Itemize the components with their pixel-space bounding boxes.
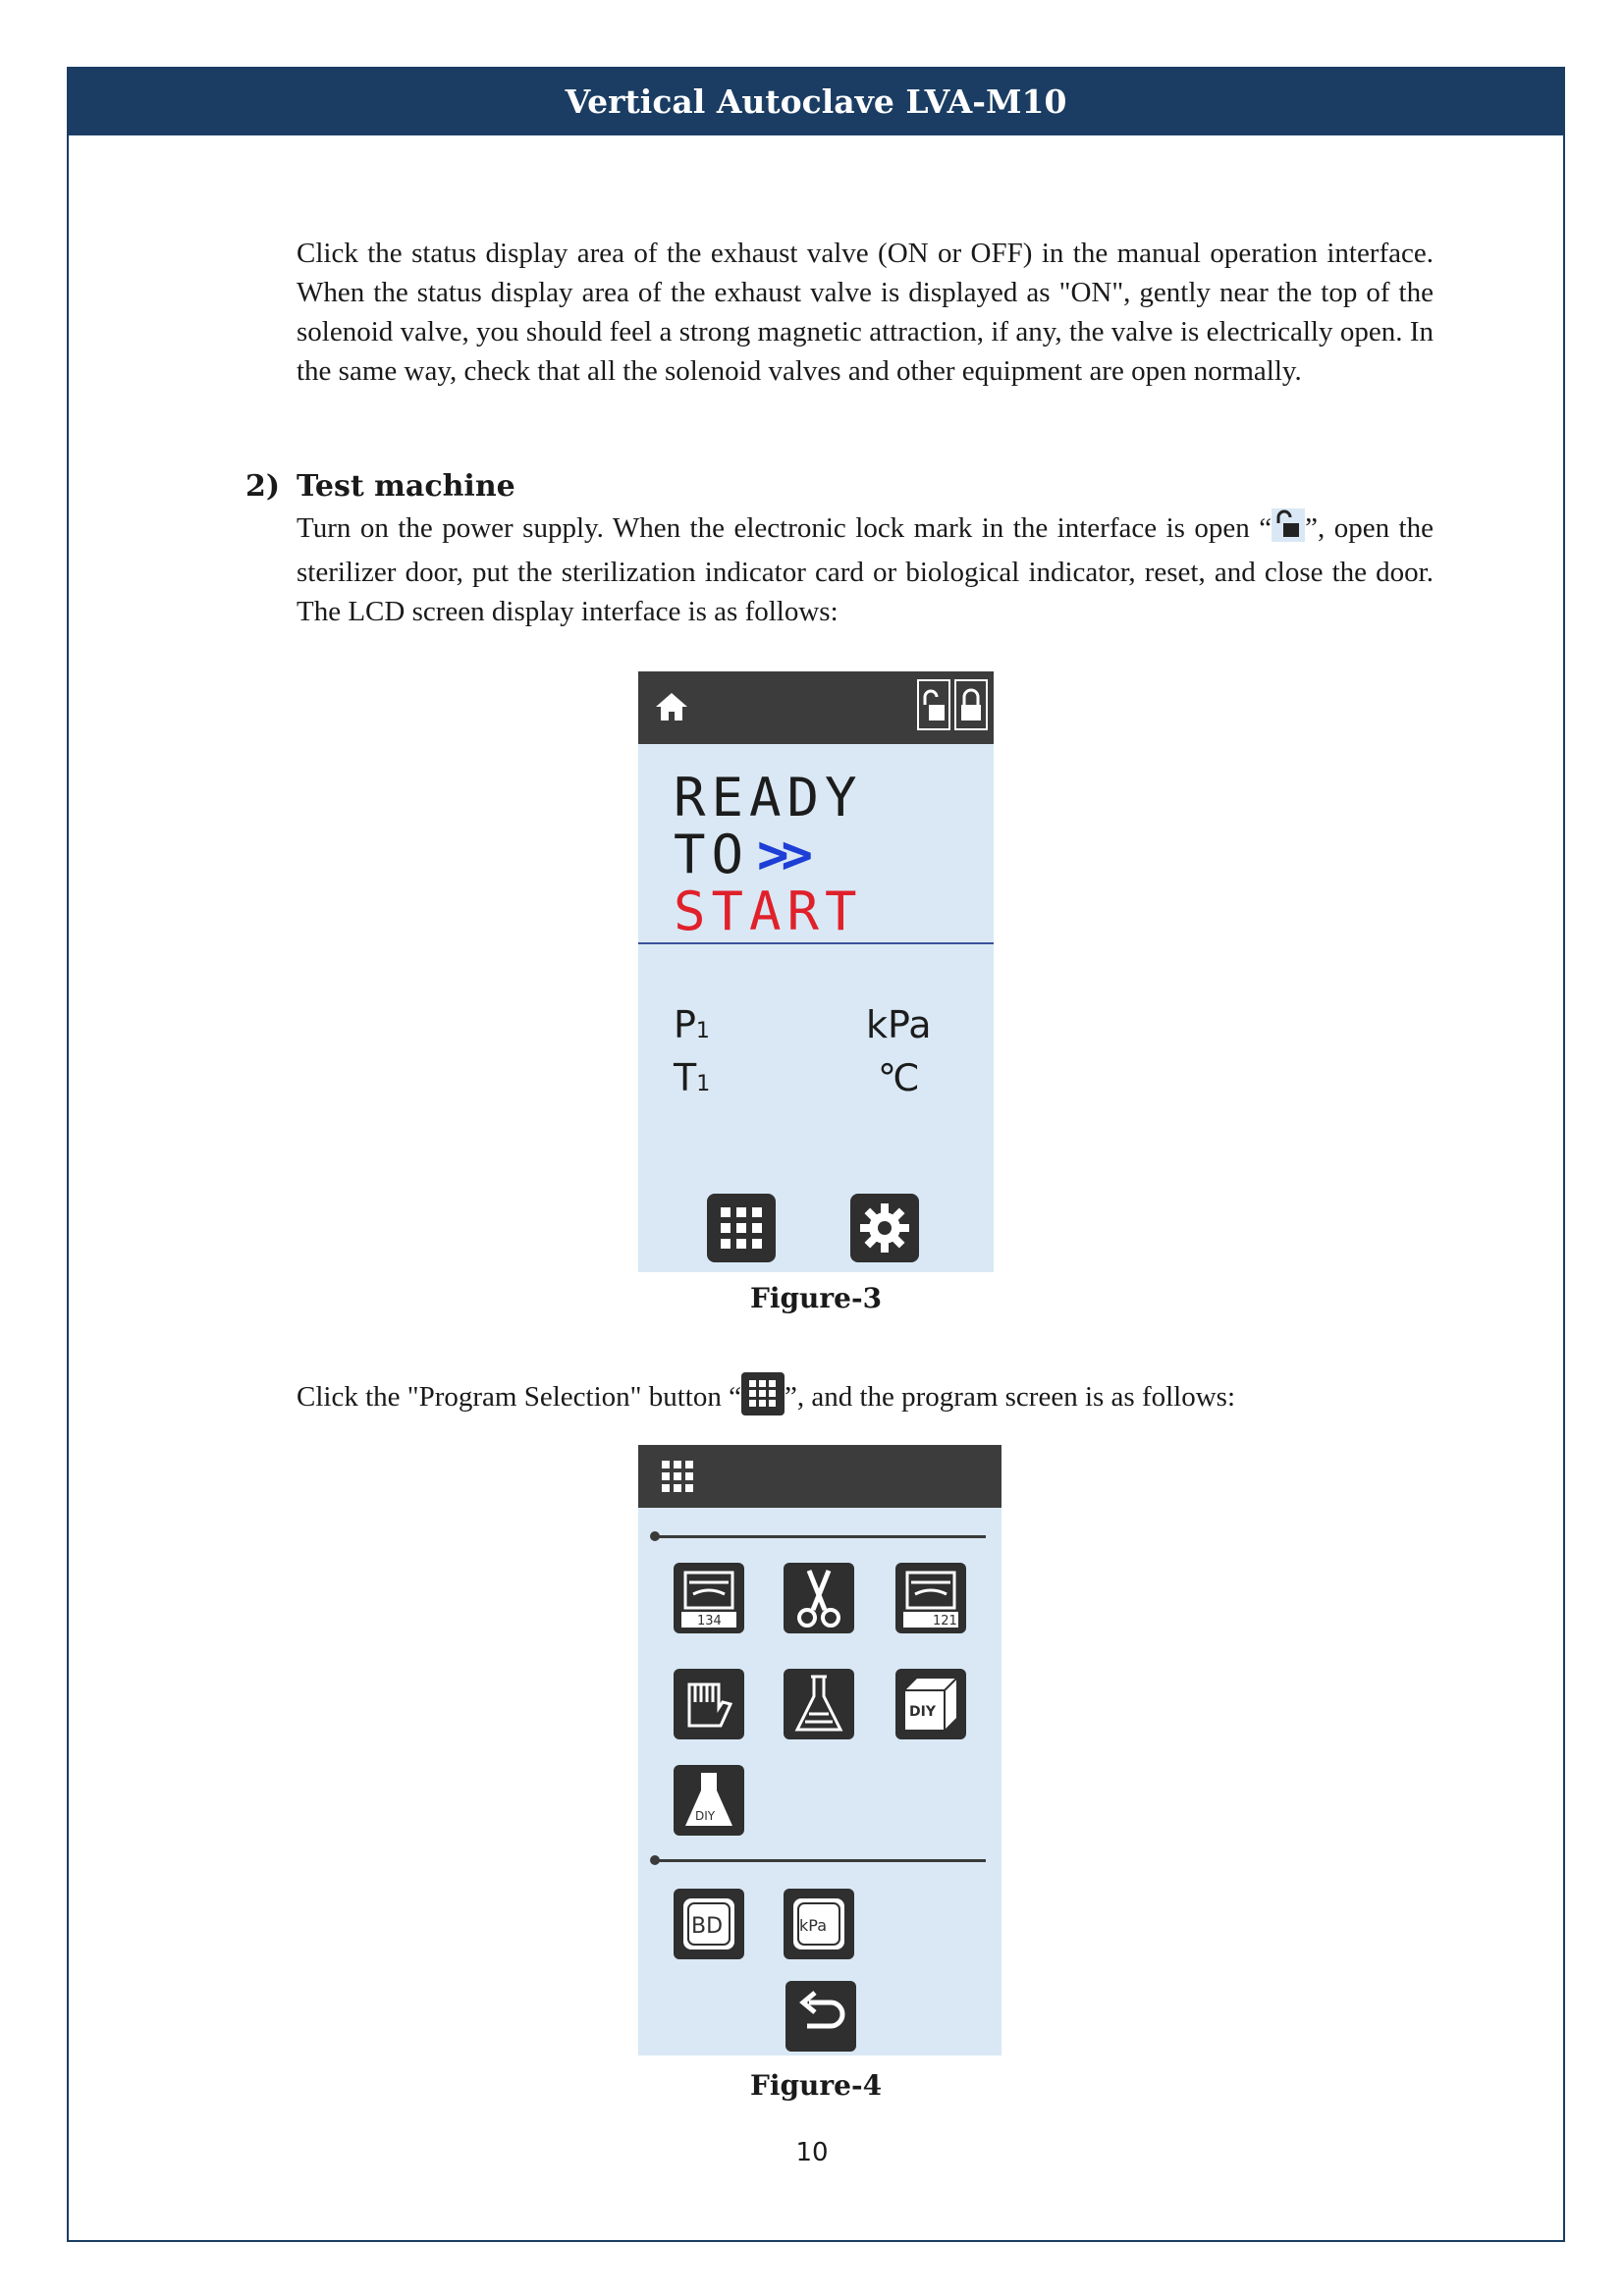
grid-icon	[660, 1455, 695, 1498]
svg-text:DIY: DIY	[695, 1809, 716, 1823]
program-121-button[interactable]	[895, 1563, 966, 1633]
screen-top-bar	[638, 671, 994, 744]
bd-test-button[interactable]	[674, 1889, 744, 1959]
section-text-2: ”, open the sterilizer door, put the sterilization indicator card or biological indicator, reset, and close the door. The LCD screen display interface is as follows:	[297, 512, 1434, 627]
instruments-program-button[interactable]	[784, 1563, 854, 1633]
flask-icon	[784, 1669, 854, 1739]
svg-text:DIY: DIY	[909, 1704, 936, 1720]
program-text-1: Click the "Program Selection" button “	[297, 1381, 741, 1414]
grid-icon	[741, 1372, 785, 1426]
lock-icon[interactable]	[954, 679, 988, 734]
ready-message	[674, 767, 863, 942]
intro-paragraph: Click the status display area of the exhaust valve (ON or OFF) in the manual operation interface. When the status display area of the exhaust valve is displayed as "ON", gently near the top of the solenoid valve, you should feel a strong magnetic attraction, if any, the valve is electrically open. In the same way, check that all the solenoid valves and other equipment are open normally.	[297, 238, 1434, 387]
box-icon	[895, 1669, 966, 1739]
grid-icon	[707, 1194, 776, 1262]
figure-3-caption: Figure-3	[749, 1282, 883, 1314]
svg-text:BD: BD	[691, 1914, 724, 1939]
screen-divider	[638, 942, 994, 944]
program-paragraph	[297, 1372, 1434, 1426]
diy-flask-program-button[interactable]	[674, 1765, 744, 1836]
ready-line-2: TO	[674, 824, 750, 885]
section-heading	[245, 469, 515, 504]
start-label[interactable]: START	[674, 881, 863, 942]
temperature-label: T1	[674, 1056, 711, 1099]
diy-box-program-button[interactable]	[895, 1669, 966, 1739]
svg-text:134: 134	[697, 1614, 722, 1629]
header-title: Vertical Autoclave LVA-M10	[565, 81, 1067, 121]
gear-icon	[850, 1194, 919, 1262]
section-text-1: Turn on the power supply. When the electronic lock mark in the interface is open “	[297, 512, 1272, 545]
screen-top-bar	[638, 1445, 1001, 1508]
home-icon[interactable]	[654, 691, 689, 726]
settings-button[interactable]	[850, 1194, 919, 1262]
unlock-icon[interactable]	[917, 679, 950, 734]
vacuum-test-button[interactable]	[784, 1889, 854, 1959]
unlock-icon	[1272, 508, 1305, 553]
svg-text:121: 121	[933, 1614, 957, 1629]
start-arrows[interactable]: >>	[757, 824, 806, 885]
rubber-program-button[interactable]	[674, 1669, 744, 1739]
ready-line-1: READY	[674, 767, 863, 828]
pressure-label: P1	[674, 1003, 710, 1046]
svg-text:kPa: kPa	[799, 1916, 827, 1935]
pressure-unit: kPa	[866, 1003, 932, 1046]
figure-3-screen	[638, 671, 994, 1272]
flask-icon	[674, 1765, 744, 1836]
section-paragraph	[297, 508, 1434, 631]
return-button[interactable]	[785, 1981, 856, 2052]
program-text-2: ”, and the program screen is as follows:	[784, 1381, 1235, 1414]
section-line-2	[656, 1859, 986, 1862]
section-number: 2)	[245, 469, 281, 504]
page-number: 10	[795, 2138, 829, 2167]
program-selection-button[interactable]	[707, 1194, 776, 1262]
temperature-unit: ℃	[878, 1056, 920, 1099]
figure-4-screen	[638, 1445, 1001, 2056]
section-title: Test machine	[297, 469, 515, 504]
section-line-1	[656, 1535, 986, 1538]
scissors-icon	[784, 1563, 854, 1633]
program-134-button[interactable]	[674, 1563, 744, 1633]
return-icon	[785, 1981, 856, 2052]
glove-icon	[674, 1669, 744, 1739]
figure-4-caption: Figure-4	[749, 2069, 883, 2102]
page-header	[67, 67, 1565, 135]
liquid-program-button[interactable]	[784, 1669, 854, 1739]
